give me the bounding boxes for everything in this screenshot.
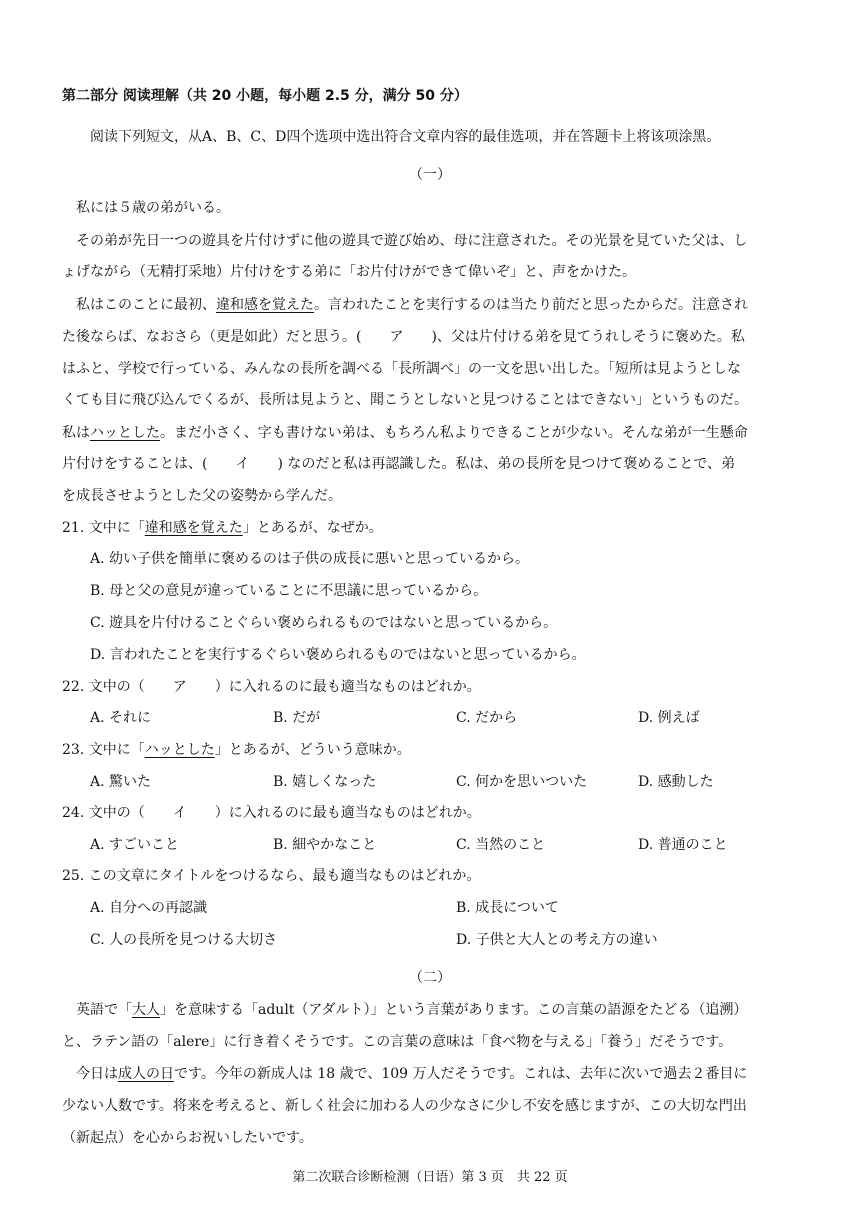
question-22-option-c: C. だから [456, 710, 518, 726]
question-24-option-b: B. 細やかなこと [273, 837, 377, 853]
page-footer: 第二次联合诊断检测（日语）第 3 页 共 22 页 [292, 1170, 568, 1185]
passage1-line [62, 423, 748, 443]
text-segment: 。まだ小さく、字も書けない弟は、もちろん私よりできることが少ない。そんな弟が一生懸命 [160, 425, 748, 441]
question-21-stem [62, 518, 383, 538]
underlined-phrase: ハッとした [90, 425, 160, 441]
passage2-line: 少ない人数です。将来を考えると、新しく社会に加わる人の少なさに少し不安を感じますが、この大切な門出 [62, 1098, 747, 1114]
question-24-option-c: C. 当然のこと [456, 837, 546, 853]
passage2-line [76, 1000, 747, 1020]
passage2-heading: （二） [409, 970, 451, 986]
instructions: 阅读下列短文，从A、B、C、D四个选项中选出符合文章内容的最佳选项，并在答题卡上将该项涂黑。 [90, 129, 721, 145]
passage2-line: （新起点）を心からお祝いしたいです。 [62, 1130, 313, 1146]
underlined-phrase: 大人 [132, 1002, 160, 1018]
question-21-option-d: D. 言われたことを実行するぐらい褒められるものではないと思っているから。 [90, 647, 586, 663]
text-segment: 私は [62, 425, 90, 441]
question-24-option-d: D. 普通のこと [638, 837, 728, 853]
question-24-stem: 24. 文中の（ イ ）に入れるのに最も適当なものはどれか。 [62, 805, 481, 821]
question-25-option-b: B. 成長について [456, 900, 559, 916]
question-23-stem [62, 740, 411, 760]
underlined-phrase: 成人の日 [118, 1066, 174, 1082]
passage1-line: くても目に飛び込んでくるが、長所は見ようと、聞こうとしないと見つけることはできない」というものだ。 [62, 392, 748, 408]
question-23-option-c: C. 何かを思いついた [456, 774, 588, 790]
passage1-line [76, 295, 748, 315]
text-segment: 私はこのことに最初、 [76, 297, 216, 313]
passage2-line: と、ラテン語の「alere」に行き着くそうです。この言葉の意味は「食べ物を与える」「養う」だそうです。 [62, 1034, 733, 1050]
text-segment: 。言われたことを実行するのは当たり前だと思ったからだ。注意され [314, 297, 748, 313]
question-24-option-a: A. すごいこと [90, 837, 180, 853]
passage1-line: 片付けをすることは、( イ ) なのだと私は再認識した。私は、弟の長所を見つけて褒めることで、弟 [62, 456, 736, 472]
text-segment: です。今年の新成人は 18 歳で、109 万人だそうです。これは、去年に次いで過去２番目に [174, 1066, 748, 1082]
question-25-stem: 25. この文章にタイトルをつけるなら、最も適当なものはどれか。 [62, 868, 481, 884]
question-21-option-c: C. 遊具を片付けることぐらい褒められるものではないと思っているから。 [90, 615, 558, 631]
question-21-option-b: B. 母と父の意見が違っていることに不思議に思っているから。 [90, 583, 488, 599]
question-23-option-d: D. 感動した [638, 774, 714, 790]
passage1-line: 私には５歳の弟がいる。 [76, 200, 230, 216]
question-21-option-a: A. 幼い子供を簡単に褒めるのは子供の成長に悪いと思っているから。 [90, 551, 530, 567]
text-segment: 21. 文中に「 [62, 520, 145, 536]
section-title: 第二部分 阅读理解（共 20 小题，每小题 2.5 分，满分 50 分） [62, 88, 468, 104]
text-segment: 今日は [76, 1066, 118, 1082]
passage1-heading: （一） [409, 167, 451, 183]
underlined-phrase: ハッとした [144, 742, 215, 758]
text-segment: 英語で「 [76, 1002, 132, 1018]
text-segment: 23. 文中に「 [62, 742, 145, 758]
question-22-option-d: D. 例えば [638, 710, 700, 726]
passage1-line: ょげながら（无精打采地）片付けをする弟に「お片付けができて偉いぞ」と、声をかけた。 [62, 264, 636, 280]
question-25-option-d: D. 子供と大人との考え方の違い [456, 932, 658, 948]
passage1-line: た後ならば、なおさら（更是如此）だと思う。( ア )、父は片付ける弟を見てうれしそうに褒めた。私 [62, 329, 745, 345]
question-22-option-a: A. それに [90, 710, 152, 726]
underlined-phrase: 違和感を覚えた [144, 520, 243, 536]
question-23-option-b: B. 嬉しくなった [273, 774, 377, 790]
question-22-option-b: B. だが [273, 710, 321, 726]
question-22-stem: 22. 文中の（ ア ）に入れるのに最も適当なものはどれか。 [62, 679, 481, 695]
text-segment: 」とあるが、なぜか。 [242, 520, 383, 536]
passage1-line: を成長させようとした父の姿勢から学んだ。 [62, 488, 342, 504]
passage1-line: その弟が先日一つの遊具を片付けずに他の遊具で遊び始め、母に注意された。その光景を見ていた父は、し [76, 233, 748, 249]
text-segment: 」とあるが、どういう意味か。 [214, 742, 411, 758]
question-23-option-a: A. 驚いた [90, 774, 152, 790]
text-segment: 」を意味する「adult（アダルト）」という言葉があります。この言葉の語源をたどる（追溯） [160, 1002, 748, 1018]
underlined-phrase: 違和感を覚えた [216, 297, 314, 313]
passage2-line [76, 1064, 747, 1084]
question-25-option-c: C. 人の長所を見つける大切さ [90, 932, 278, 948]
question-25-option-a: A. 自分への再認識 [90, 900, 208, 916]
passage1-line: はふと、学校で行っている、みんなの長所を調べる「長所調べ」の一文を思い出した。「短所は見ようとしな [62, 361, 741, 377]
